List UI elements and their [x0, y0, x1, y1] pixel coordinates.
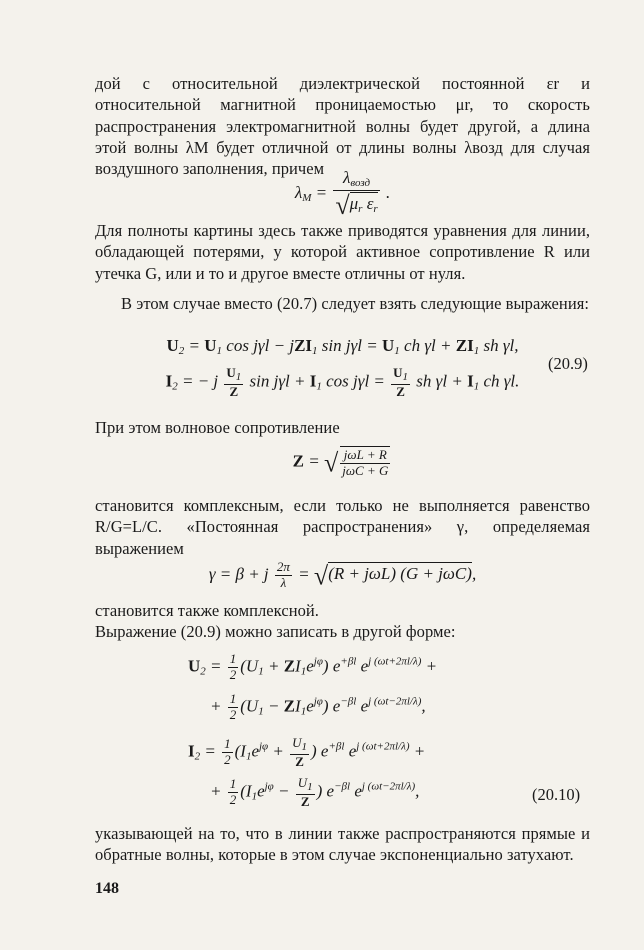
paragraph-6: становится также комплексной. — [95, 601, 319, 620]
paragraph-2: Для полноты картины здесь также приводятся уравнения для линии, обладающей потерями, у которой активное сопротивление R или утечка G, или и то и другое вместе отличны от нуля. — [95, 221, 590, 283]
paragraph-7: Выражение (20.9) можно записать в другой форме: — [95, 622, 456, 641]
paragraph-3-text: В этом случае вместо (20.7) следует взять следующие выражения: — [121, 294, 589, 313]
equation-20-10-line-1: $U_2$ = $\frac{1}{2}$ $(U_1 + ZI_1e^{j\varphi})$ $e^{+\beta l}$ $e^{j (\omega t+2\pi l/\lambda)}$ + — [188, 651, 438, 682]
equation-20-9-line-1: $U_2 = U_1$ cos jγl − jZI$_1$ $\sin j\gamma l = U_1$ ch $\gamma l + ZI_1$ sh γl, — [166, 336, 519, 357]
paragraph-5: становится комплексным, если только не выполняется равенство R/G=L/C. «Постоянная распространения» γ, определяемая выражением — [95, 496, 590, 558]
paragraph-4: При этом волновое сопротивление — [95, 418, 340, 437]
equation-20-10-line-4: + $\frac{1}{2}$ ($I_1e^{j\varphi}$ − $\frac{U_1}{Z}$ ) $e^{-\beta l}$ $e^{j (\omega t-2\pi l/\lambda)}$, — [210, 775, 420, 809]
paragraph-3 — [95, 293, 590, 314]
equation-impedance: Z = √ $\frac{\text{jωL + R}}{\text{jωC + G}}$ — [292, 447, 389, 478]
equation-lambda-m: $\lambda_M$ = $\frac{\lambda_{возд}}{√\mu_r \varepsilon_r}$ . — [294, 168, 391, 220]
equation-20-9-line-2: $I_2$ = − j $\frac{U_1}{Z}$ $\sin j\gamma l + I_1$ cos jγl = $\frac{U_1}{Z}$ sh $\gamma l + I_1$ ch γl. — [165, 365, 520, 399]
paragraph-1: дой с относительной диэлектрической постоянной εr и относительной магнитной проницаемостью μr, то скорость распространения электромагнитной волны будет другой, а длина этой волны λM будет отличной от длины волны λвозд для случая воздушного заполнения, причем — [95, 74, 590, 179]
equation-number-20-9: (20.9) — [548, 354, 588, 373]
equation-number-20-10: (20.10) — [532, 785, 581, 804]
page-number: 148 — [95, 880, 119, 897]
equation-20-10-line-3: $I_2$ = $\frac{1}{2}$ ($I_1e^{j\varphi}$ + $\frac{U_1}{Z}$ ) $e^{+\beta l}$ $e^{j (\omega t+2\pi l/\lambda)}$ + — [188, 735, 426, 769]
equation-20-10-line-2: + $\frac{1}{2}$ $(U_1 - ZI_1e^{j\varphi})$ $e^{-\beta l}$ $e^{j (\omega t-2\pi l/\lambda)}$, — [210, 691, 426, 722]
paragraph-8: указывающей на то, что в линии также распространяются прямые и обратные волны, которые в этом случае экспоненциально затухают. — [95, 824, 590, 865]
equation-gamma: γ = β + j $\frac{2\pi}{\lambda}$ = √(R + jωL) (G + jωC), — [208, 559, 477, 591]
